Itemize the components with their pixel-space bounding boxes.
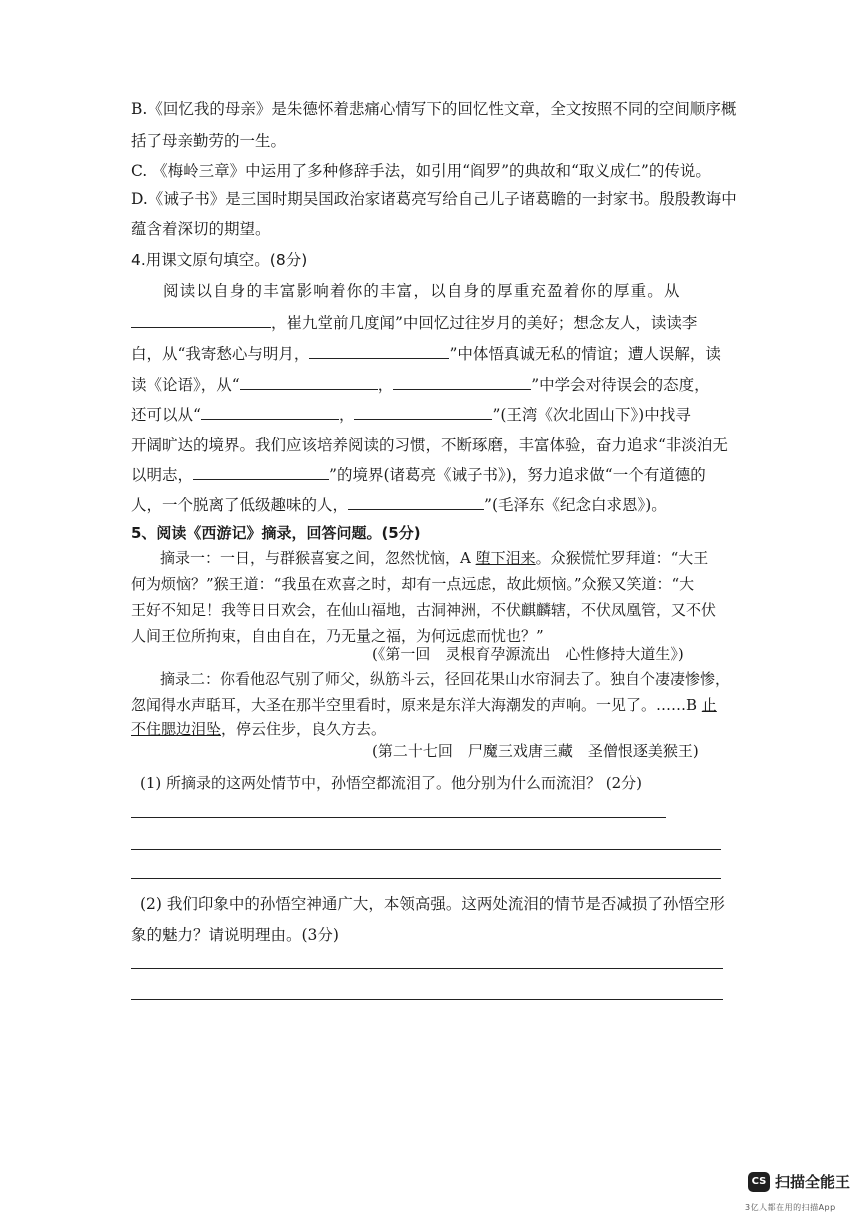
excerpt2-source: (第二十七回 尸魔三戏唐三藏 圣僧恨逐美猴王) <box>372 742 699 760</box>
blank-7[interactable] <box>193 465 329 480</box>
q4-para-line2: ，崔九堂前几度闻”中回忆过往岁月的美好；想念友人，读读李 <box>131 312 697 334</box>
excerpt2-line1: 摘录二：你看他忍气别了师父，纵筋斗云，径回花果山水帘洞去了。独自个凄凄惨惨， <box>160 670 731 688</box>
watermark-brand: 扫描全能王 <box>775 1173 851 1191</box>
q4-para-line5: 还可以从“ ， ”(王湾《次北固山下》)中找寻 <box>131 406 691 424</box>
excerpt1-source: (《第一回 灵根育孕源流出 心性修持大道生》) <box>372 645 684 663</box>
blank-6[interactable] <box>354 405 492 420</box>
q4-para-line8: 人，一个脱离了低级趣味的人， ”(毛泽东《纪念白求恩》)。 <box>131 496 667 514</box>
q5-title: 5、阅读《西游记》摘录，回答问题。(5分) <box>131 524 421 542</box>
option-b-line1: B.《回忆我的母亲》是朱德怀着悲痛心情写下的回忆性文章，全文按照不同的空间顺序概 <box>131 100 737 118</box>
blank-1[interactable] <box>131 313 271 328</box>
answer-line-5[interactable] <box>131 999 723 1000</box>
blank-8[interactable] <box>348 495 484 510</box>
excerpt1-line4: 人间王位所拘束，自由自在，乃无量之福，为何远虑而忧也？” <box>131 627 544 645</box>
q4-para-line6: 开阔旷达的境界。我们应该培养阅读的习惯，不断琢磨，丰富体验，奋力追求“非淡泊无 <box>131 436 728 454</box>
blank-4[interactable] <box>393 375 531 390</box>
q5-sub2-line2: 象的魅力？请说明理由。(3分) <box>131 926 339 944</box>
excerpt2-line3: 不住腮边泪坠，停云住步，良久方去。 <box>131 720 387 738</box>
option-d-line2: 蕴含着深切的期望。 <box>131 220 271 238</box>
option-c: C. 《梅岭三章》中运用了多种修辞手法，如引用“阎罗”的典故和“取义成仁”的传说。 <box>131 162 711 180</box>
excerpt2-line2: 忽闻得水声聒耳，大圣在那半空里看时，原来是东洋大海潮发的声响。一见了。……B 止 <box>131 696 717 714</box>
q5-sub1: (1) 所摘录的这两处情节中，孙悟空都流泪了。他分别为什么而流泪？ (2分) <box>140 774 643 792</box>
watermark-tagline: 3亿人都在用的扫描App <box>745 1203 836 1212</box>
q4-para-line7: 以明志， ”的境界(诸葛亮《诫子书》)，努力追求做“一个有道德的 <box>131 466 706 484</box>
excerpt1-line3: 王好不知足！我等日日欢会，在仙山福地，古洞神洲，不伏麒麟辖，不伏凤凰管，又不伏 <box>131 601 717 619</box>
answer-line-1[interactable] <box>131 817 666 818</box>
q4-para-line4: 读《论语》，从“ ， ”中学会对待误会的态度， <box>131 376 710 394</box>
option-b-line2: 括了母亲勤劳的一生。 <box>131 132 287 150</box>
camscanner-logo-icon: CS <box>748 1172 770 1192</box>
q4-para-line1: 阅读以自身的丰富影响着你的丰富，以自身的厚重充盈着你的厚重。从 <box>163 282 681 300</box>
q4-title: 4.用课文原句填空。(8分) <box>131 251 308 269</box>
excerpt1-line1: 摘录一：一日，与群猴喜宴之间，忽然忧恼，A 堕下泪来。众猴慌忙罗拜道：“大王 <box>160 549 709 567</box>
q5-sub2-line1: (2) 我们印象中的孙悟空神通广大，本领高强。这两处流泪的情节是否减损了孙悟空形 <box>140 895 725 913</box>
q4-para-line3: 白，从“我寄愁心与明月， ”中体悟真诚无私的情谊；遭人误解，读 <box>131 345 721 363</box>
blank-5[interactable] <box>201 405 339 420</box>
answer-line-4[interactable] <box>131 968 723 969</box>
answer-line-3[interactable] <box>131 878 721 879</box>
blank-3[interactable] <box>240 375 378 390</box>
option-d-line1: D.《诫子书》是三国时期吴国政治家诸葛亮写给自己儿子诸葛瞻的一封家书。殷殷教诲中 <box>131 190 737 208</box>
blank-2[interactable] <box>309 344 449 359</box>
excerpt1-line2: 何为烦恼？”猴王道：“我虽在欢喜之时，却有一点远虑，故此烦恼。”众猴又笑道：“大 <box>131 575 695 593</box>
answer-line-2[interactable] <box>131 849 721 850</box>
